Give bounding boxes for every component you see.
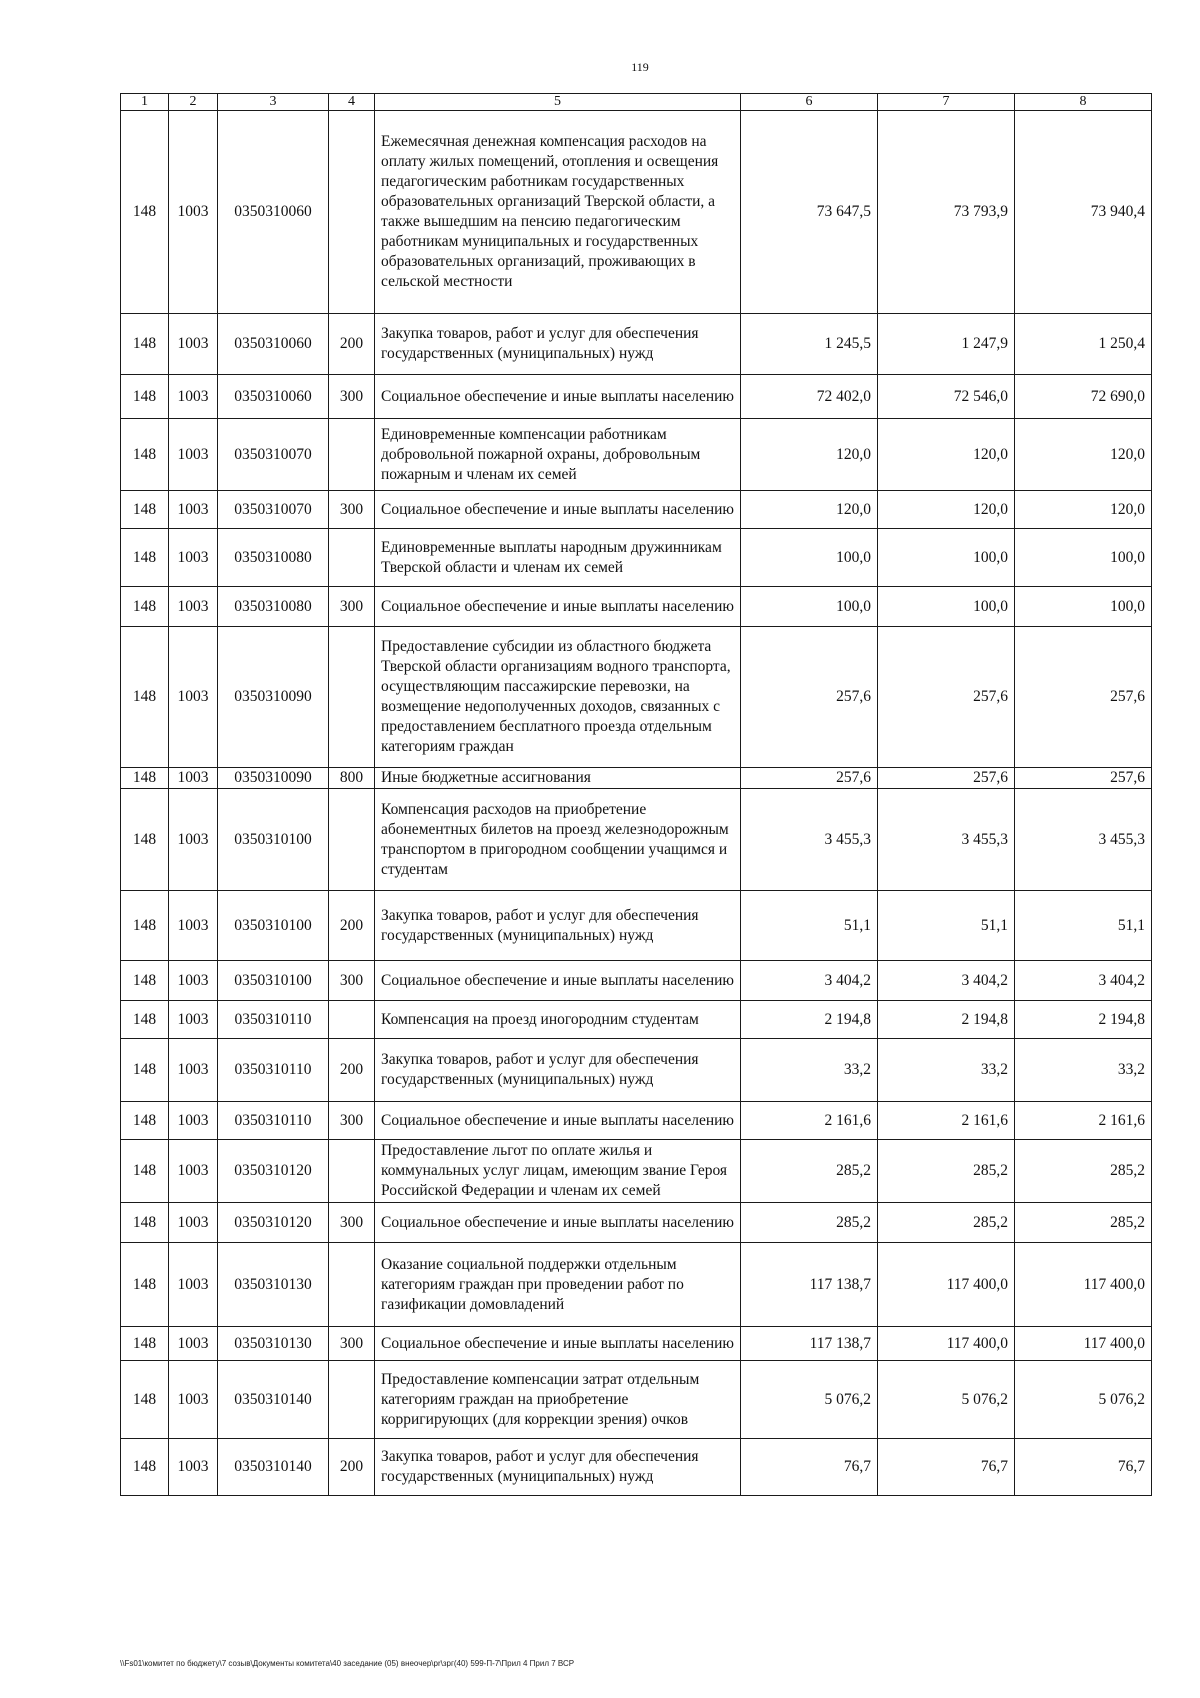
cell-amount-year-2: 285,2 xyxy=(878,1203,1015,1243)
column-number: 6 xyxy=(741,94,878,111)
cell-target-article: 0350310100 xyxy=(218,891,329,961)
cell-department: 148 xyxy=(121,1140,169,1203)
cell-amount-year-3: 1 250,4 xyxy=(1015,314,1152,375)
cell-amount-year-2: 120,0 xyxy=(878,419,1015,491)
table-row xyxy=(121,1001,1152,1039)
cell-target-article: 0350310060 xyxy=(218,314,329,375)
cell-amount-year-2: 257,6 xyxy=(878,627,1015,768)
table-row xyxy=(121,1102,1152,1140)
cell-expense-type: 300 xyxy=(329,1102,375,1140)
cell-amount-year-3: 120,0 xyxy=(1015,419,1152,491)
cell-name: Компенсация расходов на приобретение абонементных билетов на проезд железнодорожным транспортом в пригородном сообщении учащимся и студентам xyxy=(375,789,741,891)
column-number: 4 xyxy=(329,94,375,111)
cell-amount-year-1: 2 161,6 xyxy=(741,1102,878,1140)
cell-expense-type: 300 xyxy=(329,587,375,627)
cell-amount-year-2: 117 400,0 xyxy=(878,1327,1015,1361)
cell-name: Закупка товаров, работ и услуг для обеспечения государственных (муниципальных) нужд xyxy=(375,891,741,961)
cell-amount-year-1: 120,0 xyxy=(741,491,878,529)
cell-section: 1003 xyxy=(169,1039,218,1102)
cell-department: 148 xyxy=(121,419,169,491)
cell-name: Предоставление льгот по оплате жилья и коммунальных услуг лицам, имеющим звание Героя Российской Федерации и членам их семей xyxy=(375,1140,741,1203)
cell-amount-year-3: 2 194,8 xyxy=(1015,1001,1152,1039)
cell-amount-year-1: 100,0 xyxy=(741,529,878,587)
table-row xyxy=(121,961,1152,1001)
column-number: 7 xyxy=(878,94,1015,111)
cell-target-article: 0350310140 xyxy=(218,1361,329,1439)
cell-section: 1003 xyxy=(169,1203,218,1243)
column-number-row xyxy=(121,94,1152,111)
cell-department: 148 xyxy=(121,789,169,891)
cell-department: 148 xyxy=(121,1102,169,1140)
cell-amount-year-1: 257,6 xyxy=(741,627,878,768)
cell-section: 1003 xyxy=(169,314,218,375)
cell-expense-type: 300 xyxy=(329,375,375,419)
cell-expense-type: 300 xyxy=(329,961,375,1001)
cell-expense-type: 200 xyxy=(329,1039,375,1102)
cell-target-article: 0350310110 xyxy=(218,1001,329,1039)
cell-name: Ежемесячная денежная компенсация расходов на оплату жилых помещений, отопления и освещения педагогическим работникам государственных образовательных организаций Тверской области, а также вышедшим на пенсию педагогическим работникам муниципальных и государственных образовательных организаций, проживающих в сельской местности xyxy=(375,111,741,314)
cell-department: 148 xyxy=(121,491,169,529)
cell-target-article: 0350310080 xyxy=(218,587,329,627)
table-row xyxy=(121,1203,1152,1243)
table-row xyxy=(121,789,1152,891)
cell-amount-year-2: 76,7 xyxy=(878,1439,1015,1496)
cell-amount-year-2: 72 546,0 xyxy=(878,375,1015,419)
cell-department: 148 xyxy=(121,1039,169,1102)
cell-amount-year-1: 285,2 xyxy=(741,1140,878,1203)
cell-amount-year-3: 51,1 xyxy=(1015,891,1152,961)
cell-amount-year-1: 120,0 xyxy=(741,419,878,491)
cell-department: 148 xyxy=(121,627,169,768)
cell-amount-year-3: 72 690,0 xyxy=(1015,375,1152,419)
cell-department: 148 xyxy=(121,1361,169,1439)
cell-department: 148 xyxy=(121,375,169,419)
table-row xyxy=(121,419,1152,491)
cell-target-article: 0350310110 xyxy=(218,1102,329,1140)
cell-name: Единовременные выплаты народным дружинникам Тверской области и членам их семей xyxy=(375,529,741,587)
table-row xyxy=(121,314,1152,375)
cell-name: Социальное обеспечение и иные выплаты населению xyxy=(375,1102,741,1140)
cell-department: 148 xyxy=(121,587,169,627)
cell-department: 148 xyxy=(121,314,169,375)
column-number: 5 xyxy=(375,94,741,111)
table-body xyxy=(121,111,1152,1496)
cell-amount-year-3: 285,2 xyxy=(1015,1140,1152,1203)
cell-expense-type xyxy=(329,529,375,587)
table-row xyxy=(121,1361,1152,1439)
column-number: 2 xyxy=(169,94,218,111)
cell-expense-type xyxy=(329,789,375,891)
cell-section: 1003 xyxy=(169,627,218,768)
cell-name: Единовременные компенсации работникам добровольной пожарной охраны, добровольным пожарным и членам их семей xyxy=(375,419,741,491)
cell-expense-type: 300 xyxy=(329,491,375,529)
cell-amount-year-2: 2 161,6 xyxy=(878,1102,1015,1140)
page-number: 119 xyxy=(631,60,649,74)
cell-amount-year-2: 33,2 xyxy=(878,1039,1015,1102)
table-row xyxy=(121,627,1152,768)
cell-amount-year-3: 3 455,3 xyxy=(1015,789,1152,891)
cell-expense-type: 200 xyxy=(329,1439,375,1496)
cell-amount-year-2: 51,1 xyxy=(878,891,1015,961)
cell-expense-type xyxy=(329,1001,375,1039)
cell-section: 1003 xyxy=(169,1439,218,1496)
cell-section: 1003 xyxy=(169,375,218,419)
cell-amount-year-1: 51,1 xyxy=(741,891,878,961)
cell-amount-year-2: 3 455,3 xyxy=(878,789,1015,891)
cell-name: Закупка товаров, работ и услуг для обеспечения государственных (муниципальных) нужд xyxy=(375,1039,741,1102)
cell-section: 1003 xyxy=(169,1102,218,1140)
cell-section: 1003 xyxy=(169,891,218,961)
cell-target-article: 0350310120 xyxy=(218,1203,329,1243)
cell-department: 148 xyxy=(121,1203,169,1243)
cell-amount-year-1: 3 404,2 xyxy=(741,961,878,1001)
table-row xyxy=(121,375,1152,419)
cell-target-article: 0350310080 xyxy=(218,529,329,587)
cell-amount-year-3: 100,0 xyxy=(1015,529,1152,587)
cell-department: 148 xyxy=(121,1001,169,1039)
table-row xyxy=(121,1243,1152,1327)
cell-department: 148 xyxy=(121,891,169,961)
cell-amount-year-2: 1 247,9 xyxy=(878,314,1015,375)
table-row xyxy=(121,1327,1152,1361)
cell-amount-year-1: 3 455,3 xyxy=(741,789,878,891)
cell-name: Социальное обеспечение и иные выплаты населению xyxy=(375,587,741,627)
cell-target-article: 0350310140 xyxy=(218,1439,329,1496)
cell-expense-type xyxy=(329,627,375,768)
cell-section: 1003 xyxy=(169,961,218,1001)
table-row xyxy=(121,1039,1152,1102)
cell-amount-year-3: 285,2 xyxy=(1015,1203,1152,1243)
cell-amount-year-2: 5 076,2 xyxy=(878,1361,1015,1439)
cell-section: 1003 xyxy=(169,491,218,529)
table-row xyxy=(121,111,1152,314)
cell-expense-type xyxy=(329,419,375,491)
cell-amount-year-3: 100,0 xyxy=(1015,587,1152,627)
cell-name: Предоставление компенсации затрат отдельным категориям граждан на приобретение корригирующих (для коррекции зрения) очков xyxy=(375,1361,741,1439)
footer-file-path: \\Fs01\комитет по бюджету\7 созыв\Документы комитета\40 заседание (05) внеочер\pr\зрг(40) 599-П-7\Прил 4 Прил 7 ВСР xyxy=(120,1659,575,1668)
table-row xyxy=(121,587,1152,627)
table-row xyxy=(121,529,1152,587)
table-row xyxy=(121,768,1152,789)
cell-target-article: 0350310060 xyxy=(218,111,329,314)
cell-amount-year-1: 100,0 xyxy=(741,587,878,627)
cell-amount-year-1: 117 138,7 xyxy=(741,1243,878,1327)
cell-target-article: 0350310060 xyxy=(218,375,329,419)
cell-section: 1003 xyxy=(169,587,218,627)
cell-department: 148 xyxy=(121,961,169,1001)
cell-amount-year-2: 120,0 xyxy=(878,491,1015,529)
cell-target-article: 0350310130 xyxy=(218,1243,329,1327)
cell-target-article: 0350310100 xyxy=(218,961,329,1001)
cell-name: Социальное обеспечение и иные выплаты населению xyxy=(375,375,741,419)
cell-section: 1003 xyxy=(169,529,218,587)
cell-amount-year-1: 72 402,0 xyxy=(741,375,878,419)
table-row xyxy=(121,1140,1152,1203)
cell-name: Закупка товаров, работ и услуг для обеспечения государственных (муниципальных) нужд xyxy=(375,1439,741,1496)
cell-expense-type xyxy=(329,1243,375,1327)
cell-name: Иные бюджетные ассигнования xyxy=(375,768,741,789)
cell-department: 148 xyxy=(121,529,169,587)
cell-target-article: 0350310100 xyxy=(218,789,329,891)
cell-name: Социальное обеспечение и иные выплаты населению xyxy=(375,961,741,1001)
cell-department: 148 xyxy=(121,111,169,314)
cell-amount-year-2: 2 194,8 xyxy=(878,1001,1015,1039)
column-number: 1 xyxy=(121,94,169,111)
cell-amount-year-2: 3 404,2 xyxy=(878,961,1015,1001)
cell-expense-type: 200 xyxy=(329,891,375,961)
cell-amount-year-1: 117 138,7 xyxy=(741,1327,878,1361)
cell-department: 148 xyxy=(121,768,169,789)
cell-name: Социальное обеспечение и иные выплаты населению xyxy=(375,1327,741,1361)
cell-target-article: 0350310070 xyxy=(218,491,329,529)
cell-target-article: 0350310090 xyxy=(218,768,329,789)
cell-amount-year-3: 3 404,2 xyxy=(1015,961,1152,1001)
cell-target-article: 0350310090 xyxy=(218,627,329,768)
cell-amount-year-3: 73 940,4 xyxy=(1015,111,1152,314)
cell-target-article: 0350310070 xyxy=(218,419,329,491)
cell-name: Социальное обеспечение и иные выплаты населению xyxy=(375,1203,741,1243)
cell-section: 1003 xyxy=(169,1327,218,1361)
cell-section: 1003 xyxy=(169,789,218,891)
cell-amount-year-3: 117 400,0 xyxy=(1015,1327,1152,1361)
cell-department: 148 xyxy=(121,1327,169,1361)
cell-amount-year-1: 76,7 xyxy=(741,1439,878,1496)
cell-amount-year-2: 257,6 xyxy=(878,768,1015,789)
cell-amount-year-3: 5 076,2 xyxy=(1015,1361,1152,1439)
cell-target-article: 0350310110 xyxy=(218,1039,329,1102)
cell-amount-year-1: 73 647,5 xyxy=(741,111,878,314)
cell-section: 1003 xyxy=(169,111,218,314)
cell-name: Социальное обеспечение и иные выплаты населению xyxy=(375,491,741,529)
cell-target-article: 0350310130 xyxy=(218,1327,329,1361)
cell-department: 148 xyxy=(121,1243,169,1327)
cell-amount-year-1: 33,2 xyxy=(741,1039,878,1102)
cell-amount-year-2: 285,2 xyxy=(878,1140,1015,1203)
cell-amount-year-3: 257,6 xyxy=(1015,627,1152,768)
table-row xyxy=(121,891,1152,961)
cell-target-article: 0350310120 xyxy=(218,1140,329,1203)
cell-name: Предоставление субсидии из областного бюджета Тверской области организациям водного транспорта, осуществляющим пассажирские перевозки, на возмещение недополученных доходов, связанных с предоставлением бесплатного проезда отдельным категориям граждан xyxy=(375,627,741,768)
cell-amount-year-1: 2 194,8 xyxy=(741,1001,878,1039)
cell-amount-year-3: 33,2 xyxy=(1015,1039,1152,1102)
cell-section: 1003 xyxy=(169,1001,218,1039)
cell-amount-year-3: 120,0 xyxy=(1015,491,1152,529)
cell-amount-year-1: 1 245,5 xyxy=(741,314,878,375)
cell-name: Компенсация на проезд иногородним студентам xyxy=(375,1001,741,1039)
cell-section: 1003 xyxy=(169,768,218,789)
cell-amount-year-3: 257,6 xyxy=(1015,768,1152,789)
cell-expense-type: 300 xyxy=(329,1203,375,1243)
table-row xyxy=(121,491,1152,529)
cell-amount-year-2: 100,0 xyxy=(878,529,1015,587)
cell-expense-type xyxy=(329,1361,375,1439)
cell-section: 1003 xyxy=(169,419,218,491)
cell-amount-year-3: 117 400,0 xyxy=(1015,1243,1152,1327)
cell-expense-type xyxy=(329,111,375,314)
cell-amount-year-1: 257,6 xyxy=(741,768,878,789)
column-number: 3 xyxy=(218,94,329,111)
cell-section: 1003 xyxy=(169,1361,218,1439)
cell-section: 1003 xyxy=(169,1140,218,1203)
cell-expense-type xyxy=(329,1140,375,1203)
cell-expense-type: 200 xyxy=(329,314,375,375)
cell-amount-year-2: 73 793,9 xyxy=(878,111,1015,314)
cell-section: 1003 xyxy=(169,1243,218,1327)
cell-name: Оказание социальной поддержки отдельным категориям граждан при проведении работ по газификации домовладений xyxy=(375,1243,741,1327)
table-row xyxy=(121,1439,1152,1496)
cell-expense-type: 300 xyxy=(329,1327,375,1361)
cell-amount-year-3: 2 161,6 xyxy=(1015,1102,1152,1140)
cell-amount-year-2: 117 400,0 xyxy=(878,1243,1015,1327)
cell-amount-year-1: 5 076,2 xyxy=(741,1361,878,1439)
cell-amount-year-3: 76,7 xyxy=(1015,1439,1152,1496)
cell-amount-year-1: 285,2 xyxy=(741,1203,878,1243)
cell-amount-year-2: 100,0 xyxy=(878,587,1015,627)
budget-table xyxy=(120,93,1152,1496)
cell-department: 148 xyxy=(121,1439,169,1496)
cell-expense-type: 800 xyxy=(329,768,375,789)
column-number: 8 xyxy=(1015,94,1152,111)
cell-name: Закупка товаров, работ и услуг для обеспечения государственных (муниципальных) нужд xyxy=(375,314,741,375)
